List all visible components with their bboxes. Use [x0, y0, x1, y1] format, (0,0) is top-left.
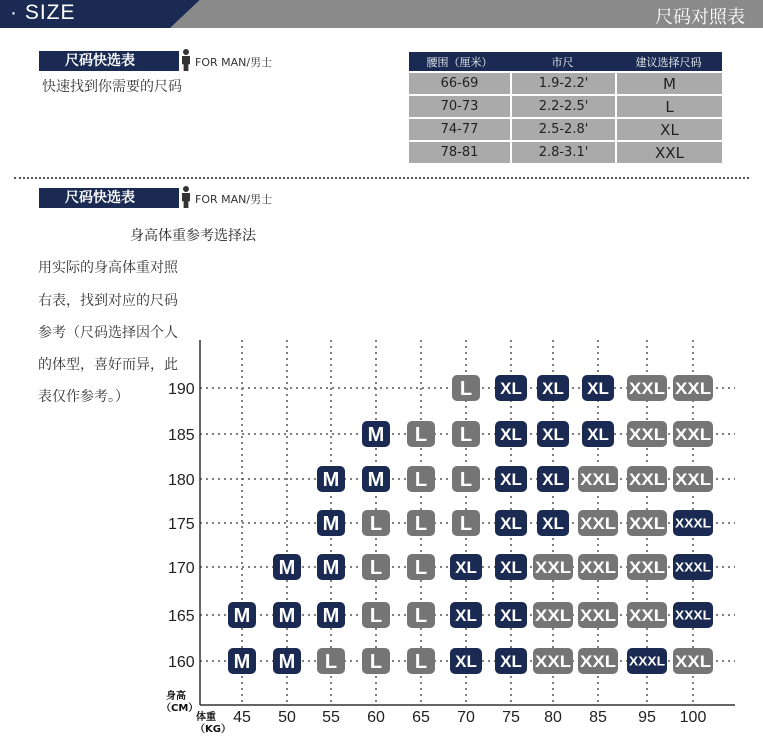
- paragraph-line: 用实际的身高体重对照: [38, 260, 178, 276]
- size-badge-label: XL: [500, 652, 522, 672]
- size-badge-label: XXXL: [675, 607, 712, 623]
- size-badge-label: M: [367, 469, 385, 492]
- size-badge-label: M: [278, 651, 296, 674]
- size-badge-xl: [495, 602, 527, 628]
- section2-for-text: FOR MAN/男士: [195, 193, 273, 206]
- size-badge-label: XXL: [535, 652, 571, 672]
- size-badge-m: [228, 602, 256, 628]
- size-badge-label: M: [233, 651, 251, 674]
- size-badge-m: [273, 602, 301, 628]
- size-badge-label: XXL: [580, 470, 616, 490]
- x-tick-label: 65: [412, 709, 430, 726]
- waist-cell: 2.8-3.1': [510, 140, 615, 163]
- waist-cell: M: [615, 71, 722, 94]
- size-badge-xxl: [673, 648, 713, 674]
- waist-cell: 74-77: [409, 117, 510, 140]
- y-tick-label: 185: [168, 427, 195, 444]
- size-badge-xxl: [673, 466, 713, 492]
- waist-cell: 70-73: [409, 94, 510, 117]
- size-badge-xl: [450, 554, 482, 580]
- size-badge-label: L: [414, 557, 428, 580]
- size-badge-xxl: [627, 510, 667, 536]
- size-badge-l: [317, 648, 345, 674]
- waist-header-1: 市尺: [510, 52, 615, 71]
- x-tick-label: 95: [638, 709, 656, 726]
- y-tick-label: 160: [168, 654, 195, 671]
- size-badge-label: L: [414, 513, 428, 536]
- size-badge-xl: [537, 510, 569, 536]
- y-tick-label: 175: [168, 516, 195, 533]
- size-badge-label: XL: [455, 558, 477, 578]
- size-badge-xl: [495, 466, 527, 492]
- size-badge-label: M: [322, 513, 340, 536]
- size-badge-label: XXL: [675, 652, 711, 672]
- x-tick-label: 100: [679, 709, 707, 726]
- waist-cell: XL: [615, 117, 722, 140]
- size-badge-xxl: [578, 466, 618, 492]
- size-badge-label: M: [322, 469, 340, 492]
- size-badge-label: XL: [542, 379, 564, 399]
- size-badge-label: M: [278, 605, 296, 628]
- size-badge-xl: [537, 466, 569, 492]
- size-badge-label: XL: [587, 425, 609, 445]
- size-badge-label: XL: [500, 558, 522, 578]
- size-badge-l: [362, 648, 390, 674]
- size-badge-l: [407, 466, 435, 492]
- size-badge-label: XL: [500, 514, 522, 534]
- size-badge-m: [317, 602, 345, 628]
- size-badge-label: L: [414, 469, 428, 492]
- size-badge-label: L: [414, 424, 428, 447]
- size-badge-label: XXL: [629, 425, 665, 445]
- header-title: · SIZE: [10, 1, 76, 24]
- size-badge-xxl: [627, 421, 667, 447]
- size-badge-l: [452, 375, 480, 401]
- size-badge-label: XL: [500, 606, 522, 626]
- size-badge-xl: [495, 554, 527, 580]
- size-badge-label: XXL: [580, 514, 616, 534]
- size-badge-l: [362, 510, 390, 536]
- size-badge-xxxl: [673, 554, 713, 580]
- x-tick-label: 85: [589, 709, 607, 726]
- size-badge-label: L: [369, 513, 383, 536]
- size-badge-xxl: [578, 554, 618, 580]
- x-tick-label: 60: [367, 709, 385, 726]
- size-badge-xxl: [673, 375, 713, 401]
- size-badge-label: L: [459, 424, 473, 447]
- size-badge-xxl: [578, 648, 618, 674]
- waist-cell: 66-69: [409, 71, 510, 94]
- size-badge-xl: [495, 648, 527, 674]
- size-badge-xl: [495, 510, 527, 536]
- size-badge-xxl: [533, 648, 573, 674]
- size-badge-label: XL: [500, 425, 522, 445]
- size-badge-xl: [495, 375, 527, 401]
- waist-cell: XXL: [615, 140, 722, 163]
- size-badge-xl: [450, 648, 482, 674]
- paragraph-line: 参考（尺码选择因个人: [38, 325, 178, 341]
- x-tick-label: 70: [457, 709, 475, 726]
- x-tick-label: 75: [502, 709, 520, 726]
- size-badges: [228, 375, 713, 674]
- size-badge-label: L: [324, 651, 338, 674]
- size-badge-xl: [537, 375, 569, 401]
- size-badge-l: [407, 602, 435, 628]
- size-badge-label: XXXL: [629, 653, 666, 669]
- size-badge-l: [362, 554, 390, 580]
- size-badge-label: XXL: [675, 425, 711, 445]
- size-badge-l: [452, 466, 480, 492]
- size-badge-m: [362, 466, 390, 492]
- size-badge-label: L: [369, 651, 383, 674]
- size-badge-m: [317, 510, 345, 536]
- size-badge-label: XL: [587, 379, 609, 399]
- waist-cell: 1.9-2.2': [510, 71, 615, 94]
- size-badge-label: XL: [542, 514, 564, 534]
- size-badge-m: [273, 648, 301, 674]
- size-badge-xxl: [533, 554, 573, 580]
- size-badge-label: XXL: [675, 470, 711, 490]
- size-badge-label: L: [459, 378, 473, 401]
- waist-cell: L: [615, 94, 722, 117]
- waist-cell: 78-81: [409, 140, 510, 163]
- x-tick-label: 55: [322, 709, 340, 726]
- y-axis-title-line2: （CM）: [161, 703, 199, 714]
- size-badge-l: [407, 554, 435, 580]
- size-badge-m: [317, 466, 345, 492]
- size-badge-xl: [582, 421, 614, 447]
- size-badge-xxl: [533, 602, 573, 628]
- size-badge-label: XXL: [629, 470, 665, 490]
- size-badge-label: M: [278, 557, 296, 580]
- size-badge-m: [362, 421, 390, 447]
- size-badge-xxl: [627, 554, 667, 580]
- size-badge-l: [362, 602, 390, 628]
- size-badge-xxl: [627, 602, 667, 628]
- size-badge-xxl: [627, 466, 667, 492]
- size-badge-l: [407, 648, 435, 674]
- section2-tag: 尺码快选表: [39, 188, 179, 208]
- size-badge-label: L: [369, 557, 383, 580]
- size-badge-label: L: [414, 651, 428, 674]
- y-axis-title-line1: 身高: [166, 691, 186, 702]
- size-badge-l: [452, 421, 480, 447]
- size-badge-label: XXXL: [675, 515, 712, 531]
- y-tick-label: 190: [168, 381, 195, 398]
- size-badge-xxxl: [673, 602, 713, 628]
- size-badge-label: XXL: [629, 606, 665, 626]
- size-badge-label: XXL: [580, 558, 616, 578]
- paragraph-line: 表仅作参考。）: [38, 389, 129, 405]
- size-badge-m: [273, 554, 301, 580]
- y-tick-label: 180: [168, 472, 195, 489]
- waist-header-2: 建议选择尺码: [615, 52, 722, 71]
- size-badge-l: [452, 510, 480, 536]
- size-badge-label: L: [369, 605, 383, 628]
- size-badge-label: XXL: [629, 558, 665, 578]
- size-badge-label: L: [459, 469, 473, 492]
- size-badge-label: XXL: [629, 514, 665, 534]
- size-badge-m: [317, 554, 345, 580]
- x-tick-label: 45: [233, 709, 251, 726]
- size-badge-label: XXL: [675, 379, 711, 399]
- size-badge-label: XL: [542, 425, 564, 445]
- size-badge-label: XL: [542, 470, 564, 490]
- size-badge-label: M: [233, 605, 251, 628]
- size-badge-xl: [537, 421, 569, 447]
- y-tick-label: 165: [168, 608, 195, 625]
- x-axis-title-line2: （KG）: [195, 724, 231, 735]
- size-badge-label: XXL: [580, 652, 616, 672]
- waist-cell: 2.5-2.8': [510, 117, 615, 140]
- size-badge-xxxl: [673, 510, 713, 536]
- size-badge-label: XXL: [535, 558, 571, 578]
- x-axis-labels: [233, 709, 706, 726]
- y-tick-label: 170: [168, 560, 195, 577]
- size-badge-label: XL: [500, 379, 522, 399]
- size-badge-label: XXL: [580, 606, 616, 626]
- section2-subtitle: 身高体重参考选择法: [130, 228, 256, 244]
- x-tick-label: 50: [278, 709, 296, 726]
- size-badge-label: L: [459, 513, 473, 536]
- size-badge-xxl: [578, 602, 618, 628]
- size-badge-label: XXL: [535, 606, 571, 626]
- waist-header-0: 腰围（厘米）: [409, 52, 510, 71]
- size-badge-xl: [450, 602, 482, 628]
- paragraph-line: 右表，找到对应的尺码: [38, 293, 178, 309]
- size-badge-label: L: [414, 605, 428, 628]
- size-badge-label: XL: [455, 606, 477, 626]
- paragraph-line: 的体型，喜好而异，此: [38, 357, 178, 373]
- size-badge-label: XXXL: [675, 559, 712, 575]
- x-tick-label: 80: [544, 709, 562, 726]
- size-badge-xl: [582, 375, 614, 401]
- header-right-title: 尺码对照表: [655, 7, 745, 28]
- size-badge-xxl: [673, 421, 713, 447]
- size-badge-xl: [495, 421, 527, 447]
- size-badge-l: [407, 421, 435, 447]
- size-badge-label: XL: [500, 470, 522, 490]
- size-badge-l: [407, 510, 435, 536]
- waist-cell: 2.2-2.5': [510, 94, 615, 117]
- size-badge-xxl: [627, 375, 667, 401]
- x-axis-title-line1: 体重: [196, 712, 216, 723]
- size-badge-label: XXL: [629, 379, 665, 399]
- size-badge-xxl: [578, 510, 618, 536]
- size-badge-label: M: [367, 424, 385, 447]
- size-badge-label: M: [322, 605, 340, 628]
- section1-note: 快速找到你需要的尺码: [42, 79, 182, 95]
- size-badge-m: [228, 648, 256, 674]
- size-badge-xxxl: [627, 648, 667, 674]
- y-axis-labels: [168, 381, 195, 671]
- section1-tag: 尺码快选表: [39, 51, 179, 71]
- size-badge-label: M: [322, 557, 340, 580]
- section1-for-text: FOR MAN/男士: [195, 56, 273, 69]
- size-badge-label: XL: [455, 652, 477, 672]
